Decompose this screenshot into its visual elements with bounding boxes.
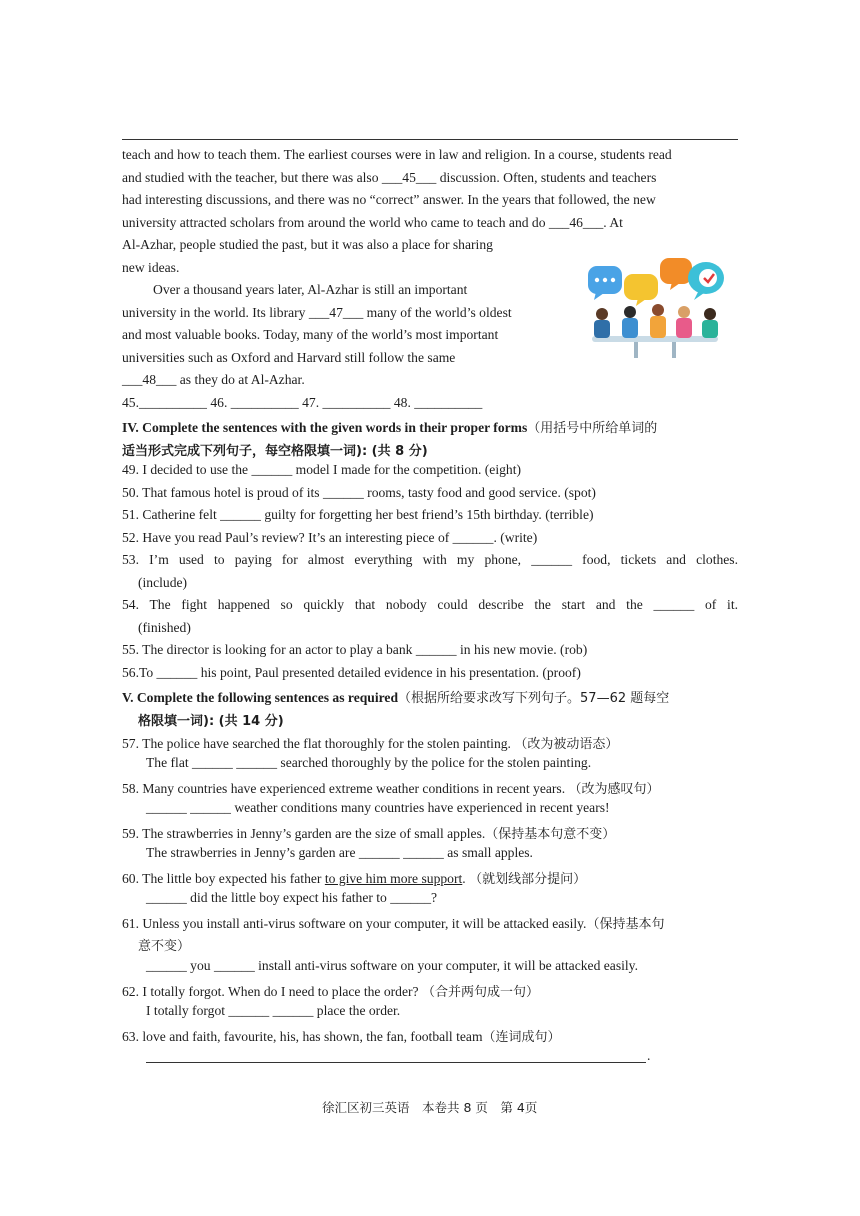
passage-line-6: new ideas. bbox=[122, 260, 180, 275]
question-58-answer: ______ ______ weather conditions many countries have experienced in recent years! bbox=[146, 800, 610, 815]
discussion-illustration bbox=[574, 252, 736, 362]
passage-line-3: had interesting discussions, and there was no “correct” answer. In the years that followed, the new bbox=[122, 192, 656, 207]
page-footer: 徐汇区初三英语 本卷共 8 页 第 4页 bbox=[322, 1100, 538, 1115]
section-5-title-en: V. Complete the following sentences as required bbox=[122, 690, 399, 705]
question-63-text: 63. love and faith, favourite, his, has shown, the fan, football team bbox=[122, 1029, 483, 1044]
section-5-title bbox=[122, 687, 669, 706]
question-52: 52. Have you read Paul’s review? It’s an interesting piece of ______. (write) bbox=[122, 530, 538, 545]
question-60-underlined: to give him more support bbox=[324, 871, 463, 886]
question-51: 51. Catherine felt ______ guilty for forgetting her best friend’s 15th birthday. (terrible) bbox=[122, 507, 594, 522]
question-58 bbox=[122, 778, 660, 797]
section-4-title-cn: （用括号中所给单词的 bbox=[527, 421, 658, 436]
question-56: 56.To ______ his point, Paul presented detailed evidence in his presentation. (proof) bbox=[122, 665, 581, 680]
question-61-answer: ______ you ______ install anti-virus software on your computer, it will be attacked easily. bbox=[146, 958, 638, 973]
question-58-text: 58. Many countries have experienced extreme weather conditions in recent years. bbox=[122, 781, 566, 796]
passage-line-8: university in the world. Its library ___47___ many of the world’s oldest bbox=[122, 305, 512, 320]
question-62-text: 62. I totally forgot. When do I need to place the order? bbox=[122, 984, 419, 999]
passage-line-1: teach and how to teach them. The earliest courses were in law and religion. In a course, students read bbox=[122, 147, 672, 162]
question-60-instruction: （就划线部分提问） bbox=[469, 872, 587, 887]
question-57-answer: The flat ______ ______ searched thoroughly by the police for the stolen painting. bbox=[146, 755, 592, 770]
section-4-title bbox=[122, 417, 657, 436]
answer-line-45-48: 45.__________ 46. __________ 47. __________ 48. __________ bbox=[122, 395, 483, 410]
question-60-answer: ______ did the little boy expect his father to ______? bbox=[146, 890, 438, 905]
question-63-period: . bbox=[647, 1048, 651, 1063]
question-53: 53. I’m used to paying for almost everything with my phone, ______ food, tickets and clothes. bbox=[122, 552, 738, 567]
question-57 bbox=[122, 733, 618, 752]
question-59-text: 59. The strawberries in Jenny’s garden are the size of small apples. bbox=[122, 826, 486, 841]
passage-line-9: and most valuable books. Today, many of the world’s most important bbox=[122, 327, 499, 342]
question-63 bbox=[122, 1026, 561, 1045]
question-60-text: 60. The little boy expected his father bbox=[122, 871, 325, 886]
question-61 bbox=[122, 913, 664, 932]
question-59-instruction: （保持基本句意不变） bbox=[485, 827, 616, 842]
question-58-instruction: （改为感叹句） bbox=[568, 782, 660, 797]
passage-line-7: Over a thousand years later, Al-Azhar is still an important bbox=[153, 282, 468, 297]
question-53-hint: (include) bbox=[138, 575, 188, 590]
question-59 bbox=[122, 823, 615, 842]
passage-line-10: universities such as Oxford and Harvard still follow the same bbox=[122, 350, 456, 365]
question-62-instruction: （合并两句成一句） bbox=[421, 985, 539, 1000]
passage-line-2: and studied with the teacher, but there was also ___45___ discussion. Often, students and teachers bbox=[122, 170, 657, 185]
question-49: 49. I decided to use the ______ model I made for the competition. (eight) bbox=[122, 462, 522, 477]
question-60-period: . bbox=[462, 871, 466, 886]
section-5-title-cn-line-2: 格限填一词): (共 14 分) bbox=[138, 714, 284, 729]
question-60 bbox=[122, 868, 586, 887]
question-55: 55. The director is looking for an actor to play a bank ______ in his new movie. (rob) bbox=[122, 642, 588, 657]
passage-line-5: Al-Azhar, people studied the past, but it was also a place for sharing bbox=[122, 237, 493, 252]
question-63-answer-line bbox=[146, 1062, 646, 1063]
question-57-text: 57. The police have searched the flat thoroughly for the stolen painting. bbox=[122, 736, 511, 751]
section-5-title-cn: （根据所给要求改写下列句子。57—62 题每空 bbox=[398, 691, 670, 706]
question-61-instruction: （保持基本句 bbox=[586, 917, 665, 932]
question-54: 54. The fight happened so quickly that nobody could describe the start and the ______ of it. bbox=[122, 597, 738, 612]
passage-line-11: ___48___ as they do at Al-Azhar. bbox=[122, 372, 305, 387]
top-rule bbox=[122, 139, 738, 140]
section-4-title-en: IV. Complete the sentences with the given words in their proper forms bbox=[122, 420, 528, 435]
question-54-hint: (finished) bbox=[138, 620, 191, 635]
passage-line-4: university attracted scholars from around the world who came to teach and do ___46___. At bbox=[122, 215, 623, 230]
question-57-instruction: （改为被动语态） bbox=[514, 737, 619, 752]
question-62-answer: I totally forgot ______ ______ place the order. bbox=[146, 1003, 401, 1018]
question-61-instruction-line-2: 意不变） bbox=[138, 939, 191, 954]
question-62 bbox=[122, 981, 539, 1000]
question-63-instruction: （连词成句） bbox=[482, 1030, 561, 1045]
question-59-answer: The strawberries in Jenny’s garden are ______ ______ as small apples. bbox=[146, 845, 533, 860]
question-61-text: 61. Unless you install anti-virus software on your computer, it will be attacked easily. bbox=[122, 916, 587, 931]
section-4-title-cn-line-2: 适当形式完成下列句子，每空格限填一词): (共 8 分) bbox=[122, 444, 428, 459]
question-50: 50. That famous hotel is proud of its ______ rooms, tasty food and good service. (spot) bbox=[122, 485, 596, 500]
